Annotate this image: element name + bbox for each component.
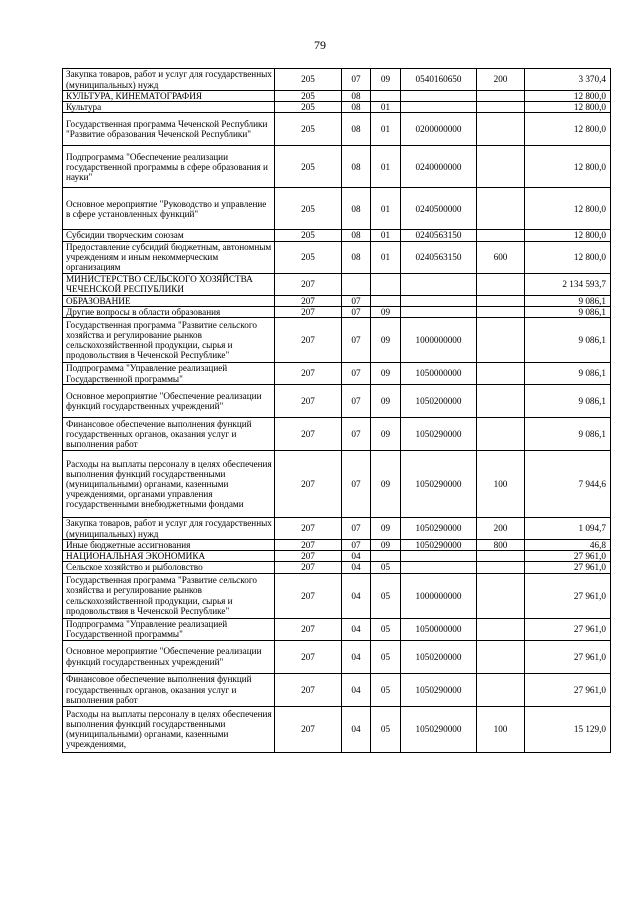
row-name: ОБРАЗОВАНИЕ [63,295,275,306]
row-article: 1050290000 [401,418,477,451]
row-code: 207 [275,385,342,418]
row-expense-type [477,102,525,113]
row-sum: 46,8 [525,540,611,551]
row-code: 207 [275,306,342,317]
row-section: 08 [342,113,371,146]
row-article: 1000000000 [401,573,477,618]
row-sum: 12 800,0 [525,146,611,188]
row-subsection: 09 [371,540,401,551]
row-article [401,306,477,317]
row-subsection: 05 [371,562,401,573]
row-subsection: 09 [371,385,401,418]
budget-table [62,68,611,753]
row-name: НАЦИОНАЛЬНАЯ ЭКОНОМИКА [63,551,275,562]
row-name: Основное мероприятие "Обеспечение реализации функций государственных учреждений" [63,385,275,418]
row-section: 04 [342,706,371,752]
row-expense-type [477,551,525,562]
row-expense-type [477,273,525,295]
row-name: Государственная программа "Развитие сельского хозяйства и регулирование рынков сельскохозяйственной продукции, сырья и продовольствия в Чеченской Республике" [63,318,275,363]
row-code: 207 [275,518,342,540]
row-section: 07 [342,306,371,317]
row-code: 205 [275,113,342,146]
table-row [63,113,611,146]
row-article: 1050290000 [401,451,477,518]
row-section: 08 [342,230,371,241]
row-section: 08 [342,241,371,273]
row-expense-type [477,363,525,385]
row-code: 207 [275,418,342,451]
row-subsection: 01 [371,102,401,113]
row-name: Культура [63,102,275,113]
table-row [63,451,611,518]
row-section: 07 [342,363,371,385]
row-name: Государственная программа Чеченской Республики "Развитие образования Чеченской Республики" [63,113,275,146]
row-sum: 7 944,6 [525,451,611,518]
row-name: Субсидии творческим союзам [63,230,275,241]
row-section: 08 [342,102,371,113]
row-expense-type [477,318,525,363]
table-row [63,102,611,113]
row-name: КУЛЬТУРА, КИНЕМАТОГРАФИЯ [63,91,275,102]
table-row [63,573,611,618]
row-code: 205 [275,241,342,273]
row-section: 07 [342,295,371,306]
row-subsection: 09 [371,318,401,363]
row-sum: 27 961,0 [525,551,611,562]
row-article: 1050290000 [401,540,477,551]
row-article [401,295,477,306]
row-name: Закупка товаров, работ и услуг для государственных (муниципальных) нужд [63,69,275,91]
row-subsection: 09 [371,451,401,518]
row-sum: 9 086,1 [525,306,611,317]
row-subsection: 01 [371,230,401,241]
row-article [401,91,477,102]
row-name: Иные бюджетные ассигнования [63,540,275,551]
row-sum: 9 086,1 [525,418,611,451]
row-code: 207 [275,295,342,306]
row-section: 04 [342,562,371,573]
row-name: Расходы на выплаты персоналу в целях обеспечения выполнения функций государственными (муниципальными) органами, казенными учреждениями, [63,706,275,752]
row-subsection: 01 [371,113,401,146]
row-expense-type [477,385,525,418]
row-subsection [371,295,401,306]
table-row [63,562,611,573]
row-subsection: 05 [371,618,401,640]
row-subsection: 05 [371,673,401,706]
row-section: 07 [342,451,371,518]
row-sum: 9 086,1 [525,318,611,363]
row-sum: 12 800,0 [525,241,611,273]
row-name: Подпрограмма "Управление реализацией Государственной программы" [63,363,275,385]
table-row [63,618,611,640]
row-name: Основное мероприятие "Руководство и управление в сфере установленных функций" [63,188,275,230]
row-expense-type [477,618,525,640]
row-expense-type [477,91,525,102]
row-code: 207 [275,273,342,295]
table-row [63,540,611,551]
row-article: 1000000000 [401,318,477,363]
row-name: Закупка товаров, работ и услуг для государственных (муниципальных) нужд [63,518,275,540]
row-expense-type: 100 [477,706,525,752]
row-section: 04 [342,640,371,673]
row-sum: 3 370,4 [525,69,611,91]
row-name: Сельское хозяйство и рыболовство [63,562,275,573]
row-article: 1050200000 [401,640,477,673]
row-code: 207 [275,573,342,618]
row-sum: 9 086,1 [525,385,611,418]
row-code: 205 [275,230,342,241]
row-code: 207 [275,451,342,518]
row-subsection [371,551,401,562]
table-row [63,418,611,451]
row-expense-type [477,146,525,188]
row-code: 207 [275,540,342,551]
row-code: 207 [275,363,342,385]
row-article [401,102,477,113]
row-article: 0540160650 [401,69,477,91]
row-code: 205 [275,102,342,113]
row-name: Основное мероприятие "Обеспечение реализации функций государственных учреждений" [63,640,275,673]
row-sum: 12 800,0 [525,102,611,113]
row-section: 04 [342,573,371,618]
row-section: 04 [342,673,371,706]
row-name: МИНИСТЕРСТВО СЕЛЬСКОГО ХОЗЯЙСТВА ЧЕЧЕНСКОЙ РЕСПУБЛИКИ [63,273,275,295]
row-subsection: 09 [371,518,401,540]
row-section: 07 [342,518,371,540]
row-section: 07 [342,318,371,363]
row-section: 04 [342,618,371,640]
row-code: 205 [275,69,342,91]
row-name: Государственная программа "Развитие сельского хозяйства и регулирование рынков сельскохозяйственной продукции, сырья и продовольствия в Чеченской Республике" [63,573,275,618]
row-expense-type: 200 [477,518,525,540]
row-name: Финансовое обеспечение выполнения функций государственных органов, оказания услуг и выполнения работ [63,673,275,706]
table-row [63,241,611,273]
row-section [342,273,371,295]
row-article: 1050290000 [401,518,477,540]
row-article: 1050000000 [401,363,477,385]
row-sum: 12 800,0 [525,230,611,241]
row-sum: 9 086,1 [525,363,611,385]
row-article: 0240000000 [401,146,477,188]
row-name: Другие вопросы в области образования [63,306,275,317]
row-code: 207 [275,562,342,573]
row-subsection: 05 [371,706,401,752]
row-code: 207 [275,640,342,673]
row-expense-type [477,306,525,317]
row-subsection [371,91,401,102]
row-article [401,551,477,562]
row-subsection: 01 [371,188,401,230]
table-row [63,363,611,385]
row-sum: 12 800,0 [525,91,611,102]
row-code: 207 [275,706,342,752]
row-code: 207 [275,673,342,706]
table-row [63,188,611,230]
row-expense-type [477,673,525,706]
row-section: 07 [342,418,371,451]
row-article: 0200000000 [401,113,477,146]
row-article: 1050290000 [401,673,477,706]
row-expense-type [477,188,525,230]
row-expense-type: 200 [477,69,525,91]
row-section: 07 [342,540,371,551]
row-expense-type [477,573,525,618]
row-name: Предоставление субсидий бюджетным, автономным учреждениям и иным некоммерческим организациям [63,241,275,273]
table-row [63,230,611,241]
row-expense-type [477,295,525,306]
row-article: 1050290000 [401,706,477,752]
row-section: 04 [342,551,371,562]
row-code: 207 [275,618,342,640]
row-expense-type [477,418,525,451]
row-article: 1050000000 [401,618,477,640]
row-section: 08 [342,188,371,230]
row-name: Подпрограмма "Обеспечение реализации государственной программы в сфере образования и науки" [63,146,275,188]
table-row [63,385,611,418]
row-subsection: 05 [371,573,401,618]
row-article: 1050200000 [401,385,477,418]
row-sum: 1 094,7 [525,518,611,540]
row-sum: 27 961,0 [525,618,611,640]
table-row [63,318,611,363]
table-row [63,146,611,188]
row-expense-type: 100 [477,451,525,518]
row-section: 07 [342,69,371,91]
table-row [63,518,611,540]
table-row [63,706,611,752]
row-subsection: 09 [371,418,401,451]
row-code: 205 [275,146,342,188]
row-sum: 2 134 593,7 [525,273,611,295]
row-name: Подпрограмма "Управление реализацией Государственной программы" [63,618,275,640]
row-sum: 27 961,0 [525,573,611,618]
row-name: Расходы на выплаты персоналу в целях обеспечения выполнения функций государственными (муниципальными) органами, казенными учреждениями, органами управления государственными внебюджетными фондами [63,451,275,518]
row-sum: 9 086,1 [525,295,611,306]
page-number: 79 [314,38,326,52]
row-article [401,273,477,295]
row-sum: 12 800,0 [525,188,611,230]
table-row [63,306,611,317]
table-row [63,295,611,306]
row-code: 205 [275,91,342,102]
row-code: 205 [275,188,342,230]
row-expense-type [477,113,525,146]
table-row [63,551,611,562]
row-article: 0240500000 [401,188,477,230]
row-sum: 27 961,0 [525,562,611,573]
row-expense-type [477,230,525,241]
row-code: 207 [275,551,342,562]
row-article [401,562,477,573]
row-code: 207 [275,318,342,363]
row-subsection: 01 [371,146,401,188]
row-expense-type [477,562,525,573]
row-expense-type: 800 [477,540,525,551]
row-expense-type: 600 [477,241,525,273]
row-subsection: 09 [371,363,401,385]
row-article: 0240563150 [401,230,477,241]
row-subsection: 09 [371,306,401,317]
row-sum: 27 961,0 [525,673,611,706]
row-subsection: 09 [371,69,401,91]
row-section: 08 [342,146,371,188]
row-article: 0240563150 [401,241,477,273]
row-name: Финансовое обеспечение выполнения функций государственных органов, оказания услуг и выполнения работ [63,418,275,451]
row-sum: 27 961,0 [525,640,611,673]
row-sum: 15 129,0 [525,706,611,752]
row-subsection: 05 [371,640,401,673]
row-subsection [371,273,401,295]
row-section: 07 [342,385,371,418]
row-sum: 12 800,0 [525,113,611,146]
table-row [63,91,611,102]
row-section: 08 [342,91,371,102]
table-row [63,273,611,295]
table-row [63,673,611,706]
row-subsection: 01 [371,241,401,273]
table-row [63,640,611,673]
row-expense-type [477,640,525,673]
table-row [63,69,611,91]
